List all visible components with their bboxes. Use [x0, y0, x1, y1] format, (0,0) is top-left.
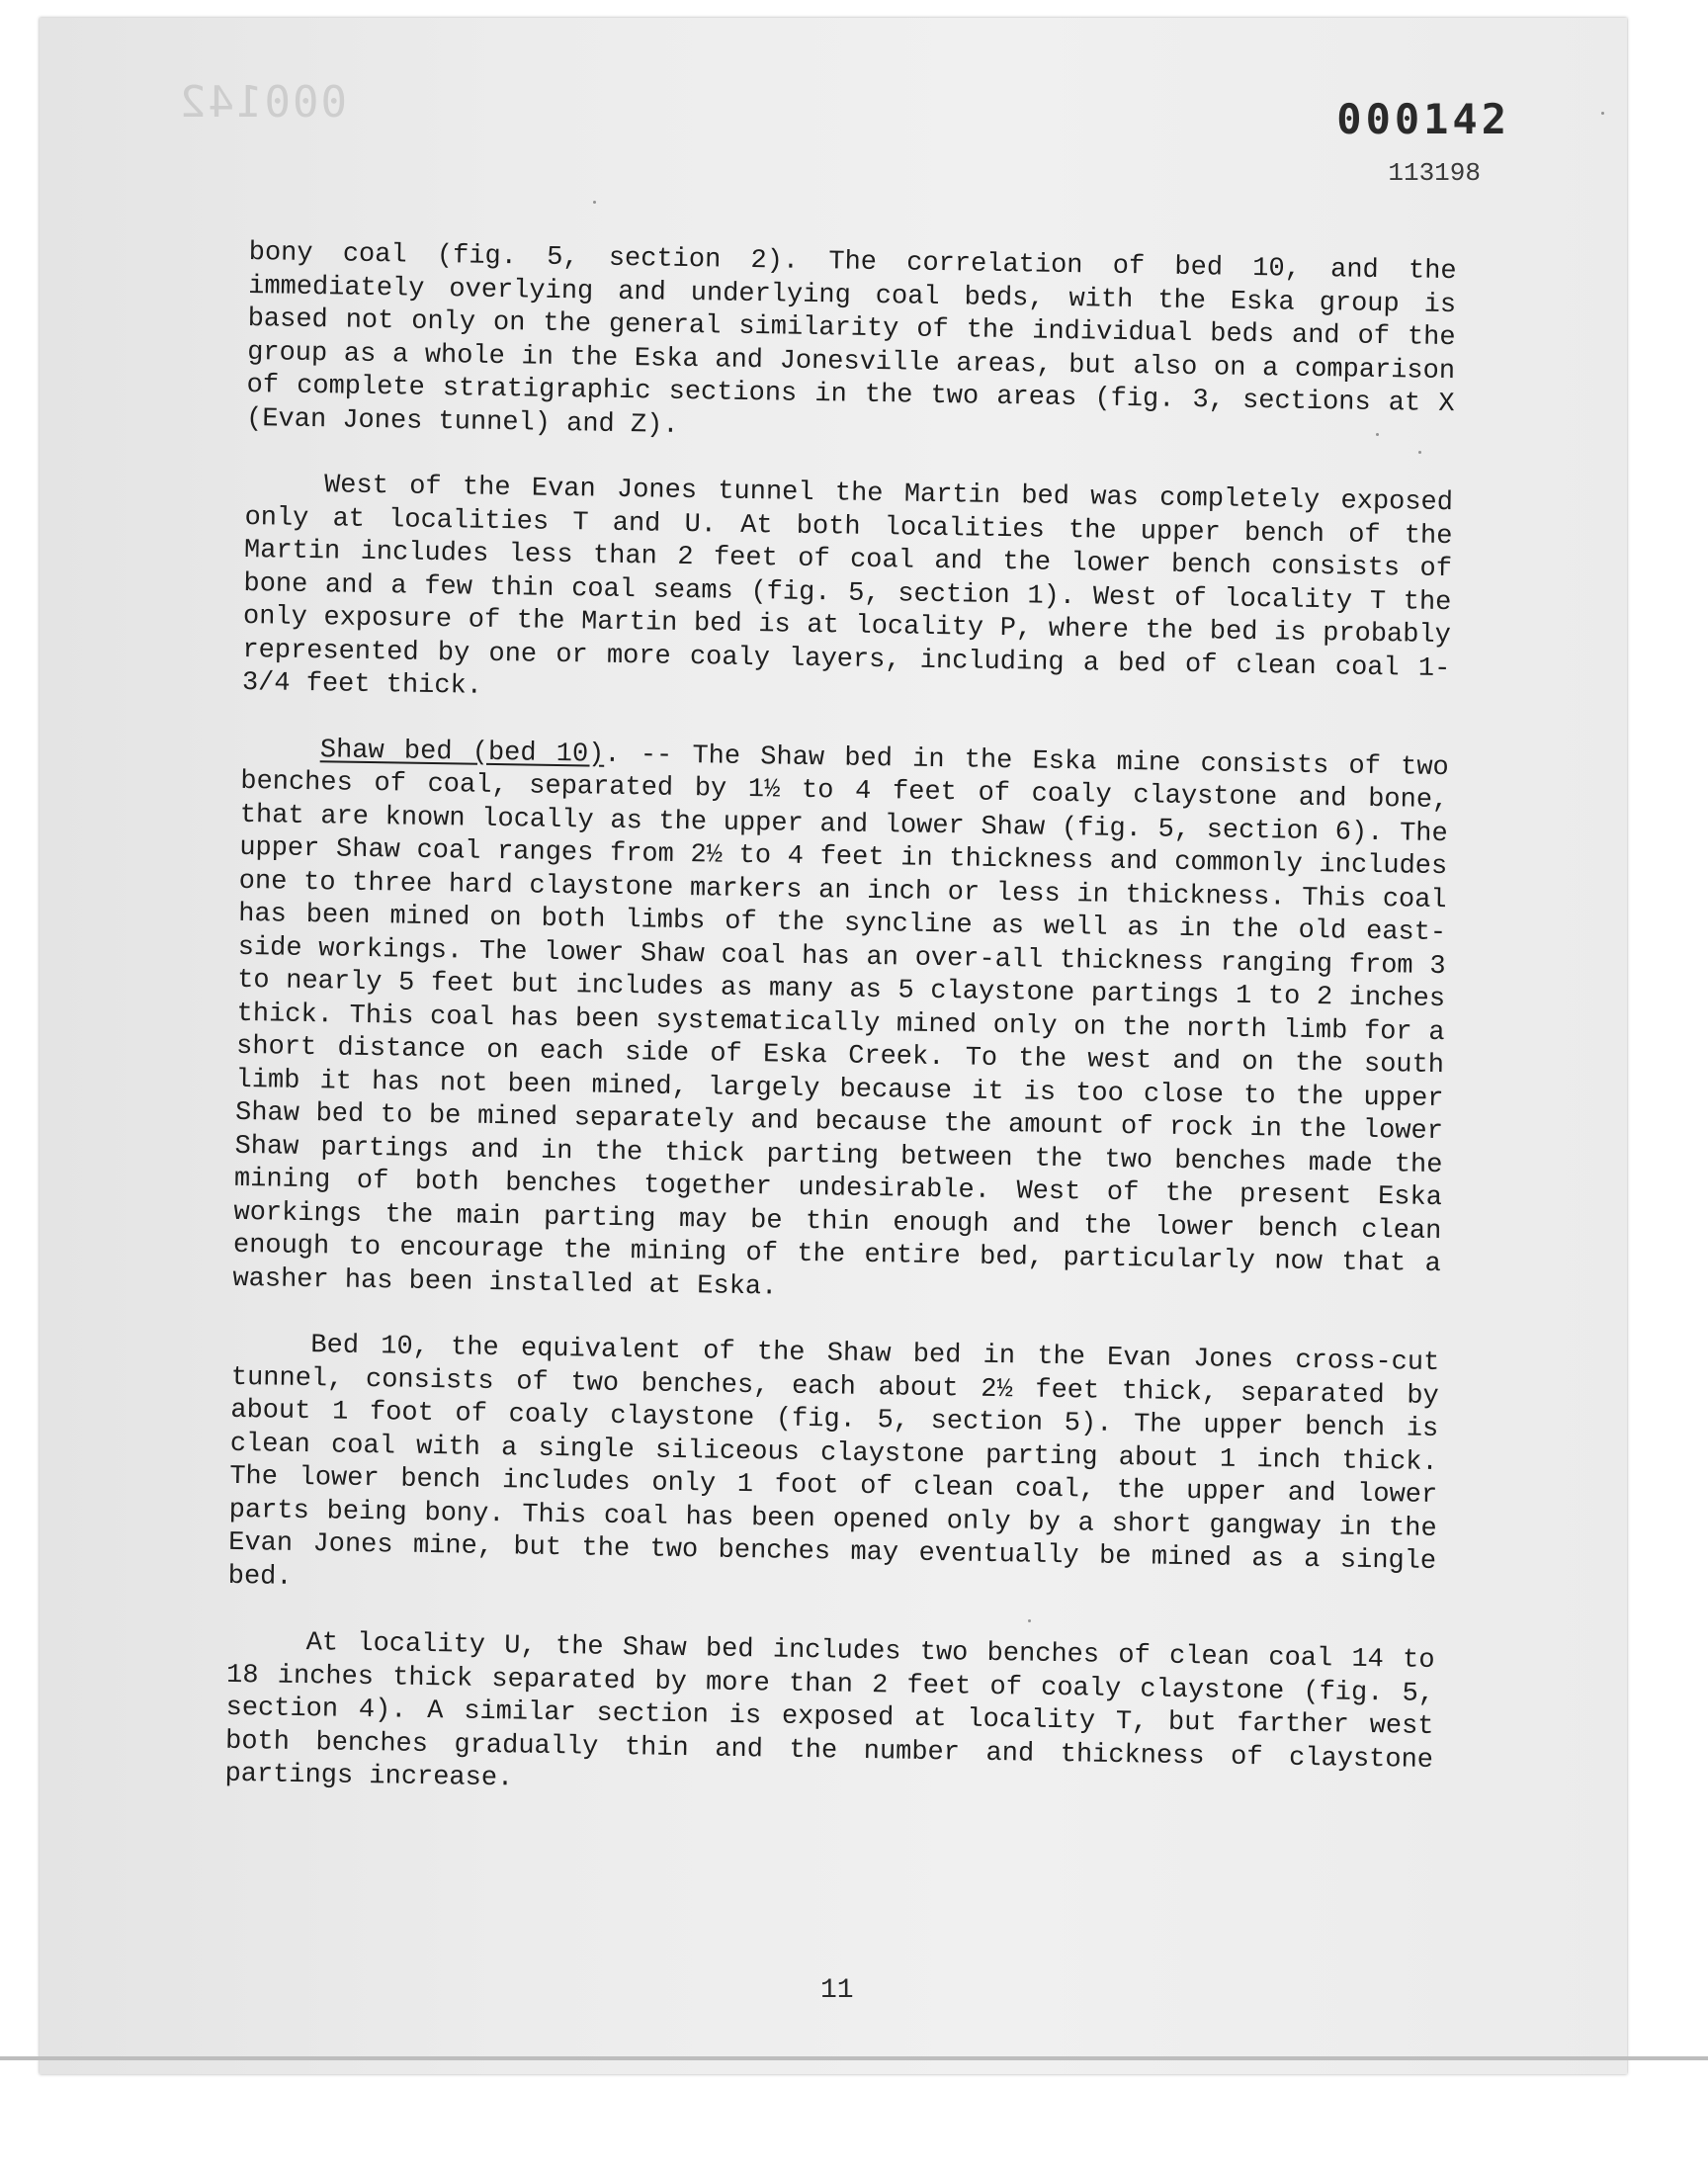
- scan-speck: [1418, 451, 1421, 454]
- scan-speck: [1601, 112, 1604, 115]
- stamp-number: 000142: [1336, 95, 1510, 143]
- paragraph-indent: [231, 1350, 310, 1351]
- document-number: 113198: [1388, 158, 1481, 188]
- document-page: [40, 18, 1627, 2074]
- paragraph-4: [227, 1329, 1439, 1612]
- page-edge: [0, 2056, 1708, 2060]
- paragraph-2: [242, 469, 1454, 720]
- paragraph-3: [232, 733, 1449, 1315]
- paragraph-5: [224, 1626, 1434, 1811]
- paragraph-text: West of the Evan Jones tunnel the Martin bed was completely exposed only at localities T and U. At both localities the upper bench of the Martin includes less than 2 feet of coal and the lower bench consists of bone and a few thin coal seams (fig. 5, section 1). West of locality T the only exposure of the Martin bed is at locality P, where the bed is probably represented by one or more coaly layers, including a bed of clean coal 1-3/4 feet thick.: [241, 471, 1454, 702]
- paragraph-indent: [245, 490, 324, 491]
- paragraph-text: Bed 10, the equivalent of the Shaw bed in the Evan Jones cross-cut tunnel, consists of two benches, each about 2½ feet thick, separated by about 1 foot of coaly claystone (fig. 5, section 5). The upper bench is clean coal with a single siliceous claystone parting about 1 inch thick. The lower bench includes only 1 foot of clean coal, the upper and lower parts being bony. This coal has been opened only by a short gangway in the Evan Jones mine, but the two benches may eventually be mined as a single bed.: [227, 1331, 1440, 1593]
- paragraph-text: . -- The Shaw bed in the Eska mine consists of two benches of coal, separated by 1½ to 4 feet of coaly claystone and bone, that are known locally as the upper and lower Shaw (fig. 5, section 6). The upper Shaw coal ranges from 2½ to 4 feet in thickness and commonly includes one to three hard claystone markers an inch or less in thickness. This coal has been mined on both limbs of the syncline as well as in the old east-side workings. The lower Shaw coal has an over-all thickness ranging from 3 to nearly 5 feet but includes as many as 5 claystone partings 1 to 2 inches thick. This coal has been systematically mined only on the north limb for a short distance on each side of Eska Creek. To the west and on the south limb it has not been mined, largely because it is too close to the upper Shaw bed to be mined separately and because the amount of rock in the lower Shaw partings and in the thick parting between the two benches made the mining of both benches together undesirable. West of the present Eska workings the main parting may be thin enough and the lower bench clean enough to encourage the mining of the entire bed, particularly now that a washer has been installed at Eska.: [232, 740, 1449, 1303]
- scan-speck: [1376, 433, 1379, 436]
- paragraph-text: bony coal (fig. 5, section 2). The correlation of bed 10, and the immediately overlying and underlying coal beds, with the Eska group is based not only on the general similarity of the individual beds and of the group as a whole in the Eska and Jonesville areas, but also on a comparison of complete stratigraphic sections in the two areas (fig. 3, sections at X (Evan Jones tunnel) and Z).: [245, 237, 1457, 441]
- bleed-through-stamp: 000142: [178, 77, 347, 128]
- paragraph-text: At locality U, the Shaw bed includes two benches of clean coal 14 to 18 inches thick separated by more than 2 feet of coaly claystone (fig. 5, section 4). A similar section is exposed at locality T, but farther west both benches gradually thin and the number and thickness of claystone partings increase.: [224, 1628, 1435, 1794]
- section-heading: Shaw bed (bed 10): [319, 735, 605, 770]
- page-number: 11: [820, 1975, 854, 2006]
- body-text: [224, 237, 1457, 1843]
- scan-speck: [1028, 1619, 1031, 1622]
- paragraph-indent: [241, 754, 320, 755]
- paragraph-indent: [227, 1648, 306, 1649]
- scan-speck: [593, 201, 596, 204]
- paragraph-1: [246, 237, 1457, 455]
